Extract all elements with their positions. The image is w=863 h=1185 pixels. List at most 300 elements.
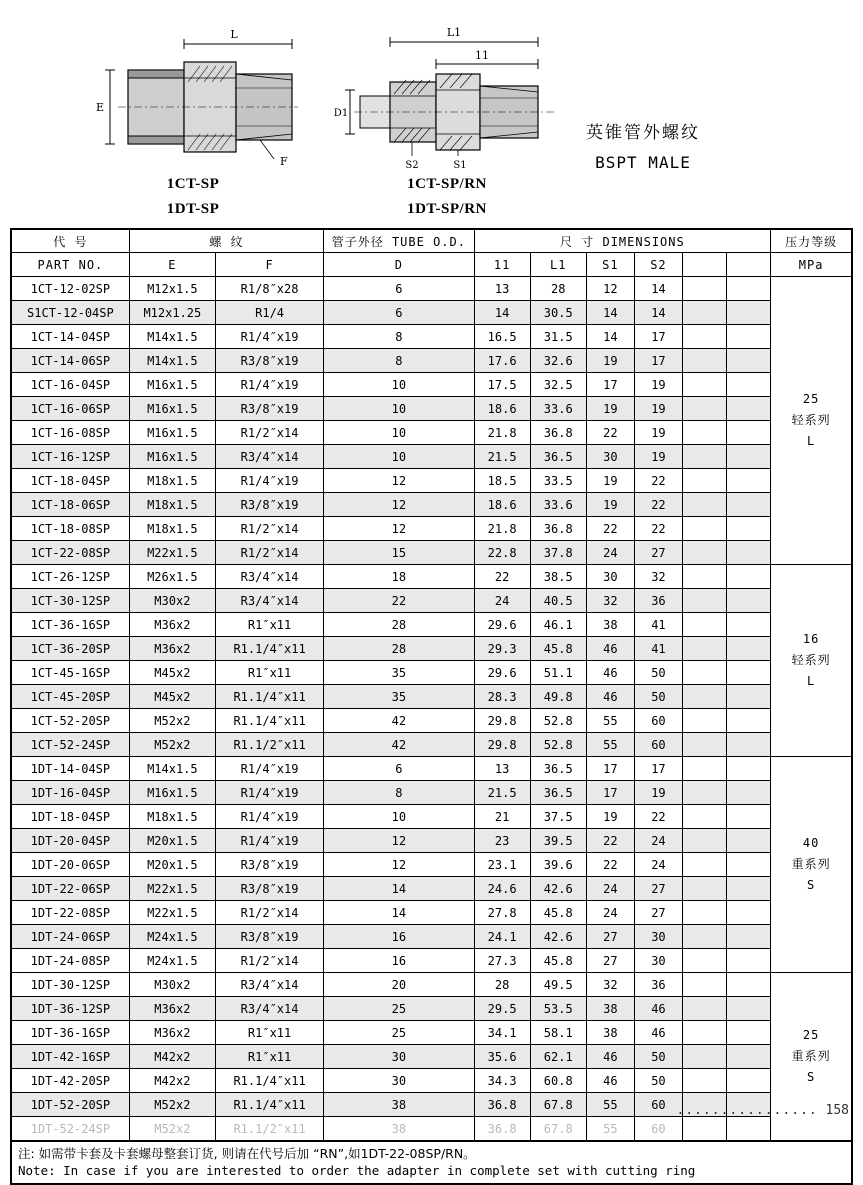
cell-part-no: 1DT-36-12SP: [11, 997, 129, 1021]
cell-thread-e: M24x1.5: [129, 949, 215, 973]
cell-dim-s2: 50: [634, 1045, 682, 1069]
cell-dim-s1: 30: [586, 565, 634, 589]
table-row: [11, 445, 852, 469]
cell-part-no: 1DT-24-06SP: [11, 925, 129, 949]
cell-thread-e: M30x2: [129, 589, 215, 613]
header-sub-d: D: [324, 253, 474, 277]
cell-part-no: 1CT-52-24SP: [11, 733, 129, 757]
cell-part-no: 1CT-45-16SP: [11, 661, 129, 685]
cell-dim-l1: 36.5: [530, 757, 586, 781]
cell-dim-11: 29.6: [474, 613, 530, 637]
cell-dim-s1: 27: [586, 949, 634, 973]
pressure-series-cn: 轻系列: [791, 653, 831, 667]
cell-dim-s1: 38: [586, 1021, 634, 1045]
table-row: [11, 1069, 852, 1093]
cell-dim-s2: 22: [634, 805, 682, 829]
svg-text:L: L: [230, 28, 238, 41]
cell-thread-e: M36x2: [129, 637, 215, 661]
pressure-series-code: L: [807, 434, 816, 448]
cell-dim-11: 24.1: [474, 925, 530, 949]
cell-dim-s2: 30: [634, 949, 682, 973]
cell-dim-blank: [682, 421, 726, 445]
cell-dim-l1: 36.5: [530, 445, 586, 469]
cell-dim-blank: [727, 733, 771, 757]
cell-dim-11: 13: [474, 277, 530, 301]
cell-dim-l1: 60.8: [530, 1069, 586, 1093]
cell-dim-11: 18.6: [474, 397, 530, 421]
cell-dim-blank: [727, 1069, 771, 1093]
footer-dots: ................: [676, 1103, 818, 1118]
cell-part-no: 1DT-16-04SP: [11, 781, 129, 805]
cell-dim-s1: 19: [586, 805, 634, 829]
svg-text:S1: S1: [453, 160, 467, 171]
table-row: [11, 661, 852, 685]
cell-dim-11: 18.6: [474, 493, 530, 517]
cell-tube-od: 42: [324, 709, 474, 733]
pressure-series-cn: 重系列: [791, 857, 831, 871]
cell-thread-e: M12x1.5: [129, 277, 215, 301]
table-row: [11, 829, 852, 853]
cell-dim-11: 17.5: [474, 373, 530, 397]
cell-dim-l1: 36.8: [530, 517, 586, 541]
cell-thread-e: M22x1.5: [129, 541, 215, 565]
spec-table-wrapper: [10, 228, 853, 1185]
cell-dim-11: 34.1: [474, 1021, 530, 1045]
cell-dim-l1: 33.5: [530, 469, 586, 493]
cell-dim-11: 28: [474, 973, 530, 997]
cell-tube-od: 10: [324, 445, 474, 469]
cell-dim-s1: 46: [586, 685, 634, 709]
cell-dim-blank: [682, 781, 726, 805]
cell-part-no: 1CT-16-12SP: [11, 445, 129, 469]
table-row: [11, 877, 852, 901]
cell-part-no: 1CT-14-06SP: [11, 349, 129, 373]
cell-tube-od: 25: [324, 1021, 474, 1045]
table-row: [11, 781, 852, 805]
cell-dim-s2: 30: [634, 925, 682, 949]
cell-dim-s2: 46: [634, 997, 682, 1021]
figure-2-label-1: 1DT-SP/RN: [407, 201, 487, 217]
cell-dim-s2: 19: [634, 445, 682, 469]
cell-dim-l1: 67.8: [530, 1117, 586, 1142]
cell-dim-blank: [727, 877, 771, 901]
cell-thread-e: M14x1.5: [129, 325, 215, 349]
cell-dim-s1: 46: [586, 661, 634, 685]
cell-tube-od: 15: [324, 541, 474, 565]
cell-dim-blank: [727, 301, 771, 325]
cell-thread-e: M12x1.25: [129, 301, 215, 325]
cell-dim-l1: 36.5: [530, 781, 586, 805]
cell-dim-s1: 32: [586, 589, 634, 613]
pressure-series-code: L: [807, 674, 816, 688]
cell-dim-s1: 22: [586, 853, 634, 877]
cell-thread-f: R1/2″x14: [215, 541, 323, 565]
cell-dim-s2: 50: [634, 1069, 682, 1093]
figure-1CT-SP-drawing: [88, 22, 298, 177]
cell-thread-f: R3/8″x19: [215, 925, 323, 949]
cell-dim-s2: 60: [634, 1117, 682, 1142]
cell-thread-f: R1/4″x19: [215, 829, 323, 853]
cell-dim-s1: 55: [586, 709, 634, 733]
svg-text:F: F: [280, 155, 288, 168]
cell-tube-od: 22: [324, 589, 474, 613]
cell-dim-blank: [727, 757, 771, 781]
cell-thread-f: R1/2″x14: [215, 949, 323, 973]
cell-tube-od: 30: [324, 1045, 474, 1069]
table-row: [11, 541, 852, 565]
figure-1-label-1: 1DT-SP: [166, 201, 220, 217]
svg-text:E: E: [95, 101, 105, 114]
cell-dim-s2: 19: [634, 397, 682, 421]
cell-tube-od: 10: [324, 397, 474, 421]
cell-thread-f: R1/2″x14: [215, 517, 323, 541]
cell-part-no: 1CT-52-20SP: [11, 709, 129, 733]
cell-dim-11: 27.8: [474, 901, 530, 925]
cell-tube-od: 12: [324, 493, 474, 517]
cell-dim-l1: 42.6: [530, 877, 586, 901]
cell-thread-e: M52x2: [129, 1093, 215, 1117]
cell-dim-blank: [727, 589, 771, 613]
cell-dim-blank: [682, 517, 726, 541]
cell-dim-blank: [727, 493, 771, 517]
figure-1-labels: [88, 172, 298, 222]
cell-thread-f: R1/4″x19: [215, 373, 323, 397]
cell-thread-f: R1.1/2″x11: [215, 733, 323, 757]
cell-thread-e: M18x1.5: [129, 493, 215, 517]
table-row: [11, 373, 852, 397]
cell-thread-f: R1/4″x19: [215, 781, 323, 805]
cell-dim-11: 29.6: [474, 661, 530, 685]
header-pressure-cn: 压力等级: [771, 229, 852, 253]
cell-dim-l1: 33.6: [530, 397, 586, 421]
cell-thread-f: R1″x11: [215, 1021, 323, 1045]
cell-thread-e: M52x2: [129, 709, 215, 733]
cell-thread-e: M22x1.5: [129, 901, 215, 925]
header-sub-blank-2: [727, 253, 771, 277]
cell-dim-s1: 38: [586, 997, 634, 1021]
table-row: [11, 277, 852, 301]
cell-tube-od: 35: [324, 661, 474, 685]
cell-thread-f: R3/4″x14: [215, 565, 323, 589]
cell-dim-l1: 31.5: [530, 325, 586, 349]
cell-thread-f: R3/8″x19: [215, 349, 323, 373]
cell-dim-blank: [727, 565, 771, 589]
cell-tube-od: 10: [324, 805, 474, 829]
cell-thread-e: M14x1.5: [129, 757, 215, 781]
cell-dim-11: 24: [474, 589, 530, 613]
table-row: [11, 853, 852, 877]
table-body: [11, 277, 852, 1142]
cell-dim-s2: 24: [634, 829, 682, 853]
cell-dim-s2: 22: [634, 469, 682, 493]
table-row: [11, 805, 852, 829]
cell-dim-11: 22: [474, 565, 530, 589]
cell-dim-s2: 32: [634, 565, 682, 589]
table-row: [11, 637, 852, 661]
cell-dim-s1: 46: [586, 1069, 634, 1093]
cell-dim-s1: 19: [586, 349, 634, 373]
cell-thread-e: M30x2: [129, 973, 215, 997]
cell-thread-e: M45x2: [129, 661, 215, 685]
cell-dim-s2: 19: [634, 373, 682, 397]
cell-thread-f: R3/8″x19: [215, 493, 323, 517]
cell-dim-l1: 67.8: [530, 1093, 586, 1117]
table-row: [11, 997, 852, 1021]
cell-dim-l1: 37.5: [530, 805, 586, 829]
pressure-value: 16: [802, 632, 820, 646]
cell-dim-l1: 49.8: [530, 685, 586, 709]
cell-dim-blank: [682, 709, 726, 733]
cell-dim-blank: [727, 445, 771, 469]
cell-dim-l1: 45.8: [530, 949, 586, 973]
cell-dim-l1: 39.6: [530, 853, 586, 877]
cell-thread-e: M16x1.5: [129, 421, 215, 445]
cell-tube-od: 14: [324, 901, 474, 925]
header-part-cn: 代 号: [11, 229, 129, 253]
cell-part-no: 1CT-36-20SP: [11, 637, 129, 661]
svg-text:L1: L1: [446, 26, 462, 39]
title-block: [528, 118, 758, 172]
cell-dim-11: 28.3: [474, 685, 530, 709]
cell-dim-11: 36.8: [474, 1117, 530, 1142]
table-row: [11, 565, 852, 589]
cell-part-no: 1DT-42-16SP: [11, 1045, 129, 1069]
cell-thread-f: R1/2″x14: [215, 901, 323, 925]
cell-dim-blank: [727, 853, 771, 877]
cell-dim-11: 21.5: [474, 445, 530, 469]
cell-dim-l1: 49.5: [530, 973, 586, 997]
cell-tube-od: 6: [324, 301, 474, 325]
cell-dim-blank: [682, 349, 726, 373]
pressure-series-cn: 重系列: [791, 1049, 831, 1063]
cell-dim-l1: 58.1: [530, 1021, 586, 1045]
cell-dim-s1: 14: [586, 325, 634, 349]
cell-dim-blank: [727, 397, 771, 421]
cell-dim-blank: [682, 685, 726, 709]
cell-tube-od: 10: [324, 373, 474, 397]
cell-dim-blank: [682, 997, 726, 1021]
table-row: [11, 421, 852, 445]
cell-dim-11: 36.8: [474, 1093, 530, 1117]
cell-tube-od: 16: [324, 925, 474, 949]
cell-thread-e: M24x1.5: [129, 925, 215, 949]
cell-dim-s2: 17: [634, 349, 682, 373]
cell-thread-f: R1/4″x19: [215, 469, 323, 493]
title-chinese: 英锥管外螺纹: [586, 123, 700, 143]
header-dimensions: 尺 寸 DIMENSIONS: [474, 229, 771, 253]
cell-dim-blank: [727, 1045, 771, 1069]
page-footer: [676, 1103, 849, 1118]
cell-dim-l1: 39.5: [530, 829, 586, 853]
header-thread-cn: 螺 纹: [129, 229, 323, 253]
table-row: [11, 325, 852, 349]
cell-dim-s2: 27: [634, 541, 682, 565]
cell-tube-od: 12: [324, 517, 474, 541]
cell-dim-blank: [682, 877, 726, 901]
cell-thread-f: R1″x11: [215, 661, 323, 685]
cell-dim-s2: 22: [634, 517, 682, 541]
cell-part-no: 1CT-22-08SP: [11, 541, 129, 565]
cell-dim-11: 21.5: [474, 781, 530, 805]
cell-dim-blank: [682, 733, 726, 757]
cell-dim-l1: 62.1: [530, 1045, 586, 1069]
cell-dim-s1: 46: [586, 637, 634, 661]
figure-1-label-0: 1CT-SP: [166, 176, 220, 192]
cell-thread-e: M20x1.5: [129, 829, 215, 853]
cell-dim-blank: [727, 277, 771, 301]
cell-part-no: 1CT-16-08SP: [11, 421, 129, 445]
table-row: [11, 709, 852, 733]
cell-dim-blank: [727, 661, 771, 685]
table-row: [11, 493, 852, 517]
cell-thread-f: R1/8″x28: [215, 277, 323, 301]
cell-thread-f: R1.1/4″x11: [215, 637, 323, 661]
note-english: Note: In case if you are interested to order the adapter in complete set with cutting ring: [18, 1163, 696, 1178]
cell-dim-11: 23.1: [474, 853, 530, 877]
cell-dim-blank: [682, 901, 726, 925]
cell-part-no: 1DT-52-20SP: [11, 1093, 129, 1117]
header-sub-l1: L1: [530, 253, 586, 277]
cell-dim-11: 29.8: [474, 733, 530, 757]
cell-dim-l1: 33.6: [530, 493, 586, 517]
table-row: [11, 349, 852, 373]
table-row: [11, 469, 852, 493]
cell-dim-11: 34.3: [474, 1069, 530, 1093]
table-row: [11, 901, 852, 925]
cell-dim-blank: [682, 565, 726, 589]
cell-dim-11: 35.6: [474, 1045, 530, 1069]
cell-thread-f: R1″x11: [215, 1045, 323, 1069]
cell-dim-11: 17.6: [474, 349, 530, 373]
cell-thread-e: M22x1.5: [129, 877, 215, 901]
header-sub-blank-1: [682, 253, 726, 277]
cell-dim-blank: [682, 757, 726, 781]
cell-tube-od: 38: [324, 1117, 474, 1142]
cell-thread-f: R1/4″x19: [215, 805, 323, 829]
cell-dim-s1: 17: [586, 373, 634, 397]
note-chinese: 注: 如需带卡套及卡套螺母整套订货, 则请在代号后加 “RN”,如1DT-22-08SP/RN。: [18, 1146, 476, 1161]
cell-thread-f: R1/4: [215, 301, 323, 325]
cell-dim-11: 29.3: [474, 637, 530, 661]
cell-dim-blank: [682, 613, 726, 637]
cell-part-no: 1DT-22-08SP: [11, 901, 129, 925]
cell-thread-f: R3/4″x14: [215, 973, 323, 997]
cell-dim-l1: 46.1: [530, 613, 586, 637]
cell-tube-od: 12: [324, 853, 474, 877]
cell-thread-e: M42x2: [129, 1069, 215, 1093]
figure-2-label-0: 1CT-SP/RN: [407, 176, 487, 192]
cell-part-no: 1DT-36-16SP: [11, 1021, 129, 1045]
notes-block: [10, 1142, 853, 1185]
table-row: [11, 1021, 852, 1045]
cell-dim-l1: 42.6: [530, 925, 586, 949]
cell-dim-s1: 24: [586, 877, 634, 901]
cell-dim-s1: 55: [586, 1117, 634, 1142]
cell-part-no: 1CT-30-12SP: [11, 589, 129, 613]
cell-part-no: 1CT-45-20SP: [11, 685, 129, 709]
cell-part-no: 1CT-12-02SP: [11, 277, 129, 301]
cell-dim-11: 24.6: [474, 877, 530, 901]
cell-dim-blank: [727, 805, 771, 829]
cell-dim-s1: 55: [586, 733, 634, 757]
cell-dim-blank: [682, 1045, 726, 1069]
cell-pressure-rating: [771, 565, 852, 757]
cell-thread-e: M16x1.5: [129, 397, 215, 421]
cell-thread-f: R3/8″x19: [215, 877, 323, 901]
cell-dim-11: 23: [474, 829, 530, 853]
cell-part-no: 1CT-18-06SP: [11, 493, 129, 517]
cell-tube-od: 28: [324, 637, 474, 661]
header-tube-od: 管子外径 TUBE O.D.: [324, 229, 474, 253]
cell-part-no: 1CT-14-04SP: [11, 325, 129, 349]
cell-dim-l1: 53.5: [530, 997, 586, 1021]
cell-dim-l1: 37.8: [530, 541, 586, 565]
cell-dim-blank: [682, 1021, 726, 1045]
cell-dim-s2: 22: [634, 493, 682, 517]
cell-thread-e: M42x2: [129, 1045, 215, 1069]
cell-thread-e: M16x1.5: [129, 445, 215, 469]
cell-dim-blank: [727, 1117, 771, 1142]
cell-dim-s2: 27: [634, 877, 682, 901]
cell-tube-od: 12: [324, 469, 474, 493]
cell-dim-blank: [727, 541, 771, 565]
pressure-value: 40: [802, 836, 820, 850]
cell-dim-l1: 52.8: [530, 733, 586, 757]
cell-dim-blank: [682, 301, 726, 325]
table-row: [11, 589, 852, 613]
cell-dim-s1: 19: [586, 469, 634, 493]
cell-dim-s1: 22: [586, 517, 634, 541]
cell-part-no: 1CT-18-04SP: [11, 469, 129, 493]
cell-dim-11: 14: [474, 301, 530, 325]
cell-tube-od: 8: [324, 781, 474, 805]
spec-table: [10, 228, 853, 1142]
cell-dim-11: 13: [474, 757, 530, 781]
cell-thread-e: M36x2: [129, 1021, 215, 1045]
cell-dim-11: 22.8: [474, 541, 530, 565]
cell-dim-blank: [682, 541, 726, 565]
cell-dim-s1: 14: [586, 301, 634, 325]
cell-thread-e: M18x1.5: [129, 805, 215, 829]
cell-thread-f: R1/4″x19: [215, 325, 323, 349]
table-header-row-1: [11, 229, 852, 253]
cell-thread-f: R1/2″x14: [215, 421, 323, 445]
cell-dim-s1: 55: [586, 1093, 634, 1117]
cell-tube-od: 38: [324, 1093, 474, 1117]
cell-dim-blank: [727, 829, 771, 853]
cell-dim-blank: [682, 829, 726, 853]
cell-dim-blank: [682, 925, 726, 949]
cell-dim-blank: [727, 637, 771, 661]
cell-thread-e: M26x1.5: [129, 565, 215, 589]
cell-dim-l1: 52.8: [530, 709, 586, 733]
cell-dim-11: 29.8: [474, 709, 530, 733]
cell-tube-od: 6: [324, 277, 474, 301]
cell-dim-l1: 32.5: [530, 373, 586, 397]
cell-thread-f: R3/4″x14: [215, 997, 323, 1021]
table-row: [11, 685, 852, 709]
cell-thread-e: M14x1.5: [129, 349, 215, 373]
cell-thread-e: M36x2: [129, 997, 215, 1021]
cell-dim-blank: [682, 853, 726, 877]
cell-dim-l1: 45.8: [530, 637, 586, 661]
cell-dim-l1: 28: [530, 277, 586, 301]
cell-part-no: 1DT-52-24SP: [11, 1117, 129, 1142]
cell-dim-s1: 38: [586, 613, 634, 637]
header-pressure-unit: MPa: [771, 253, 852, 277]
cell-dim-l1: 45.8: [530, 901, 586, 925]
cell-thread-f: R3/8″x19: [215, 397, 323, 421]
